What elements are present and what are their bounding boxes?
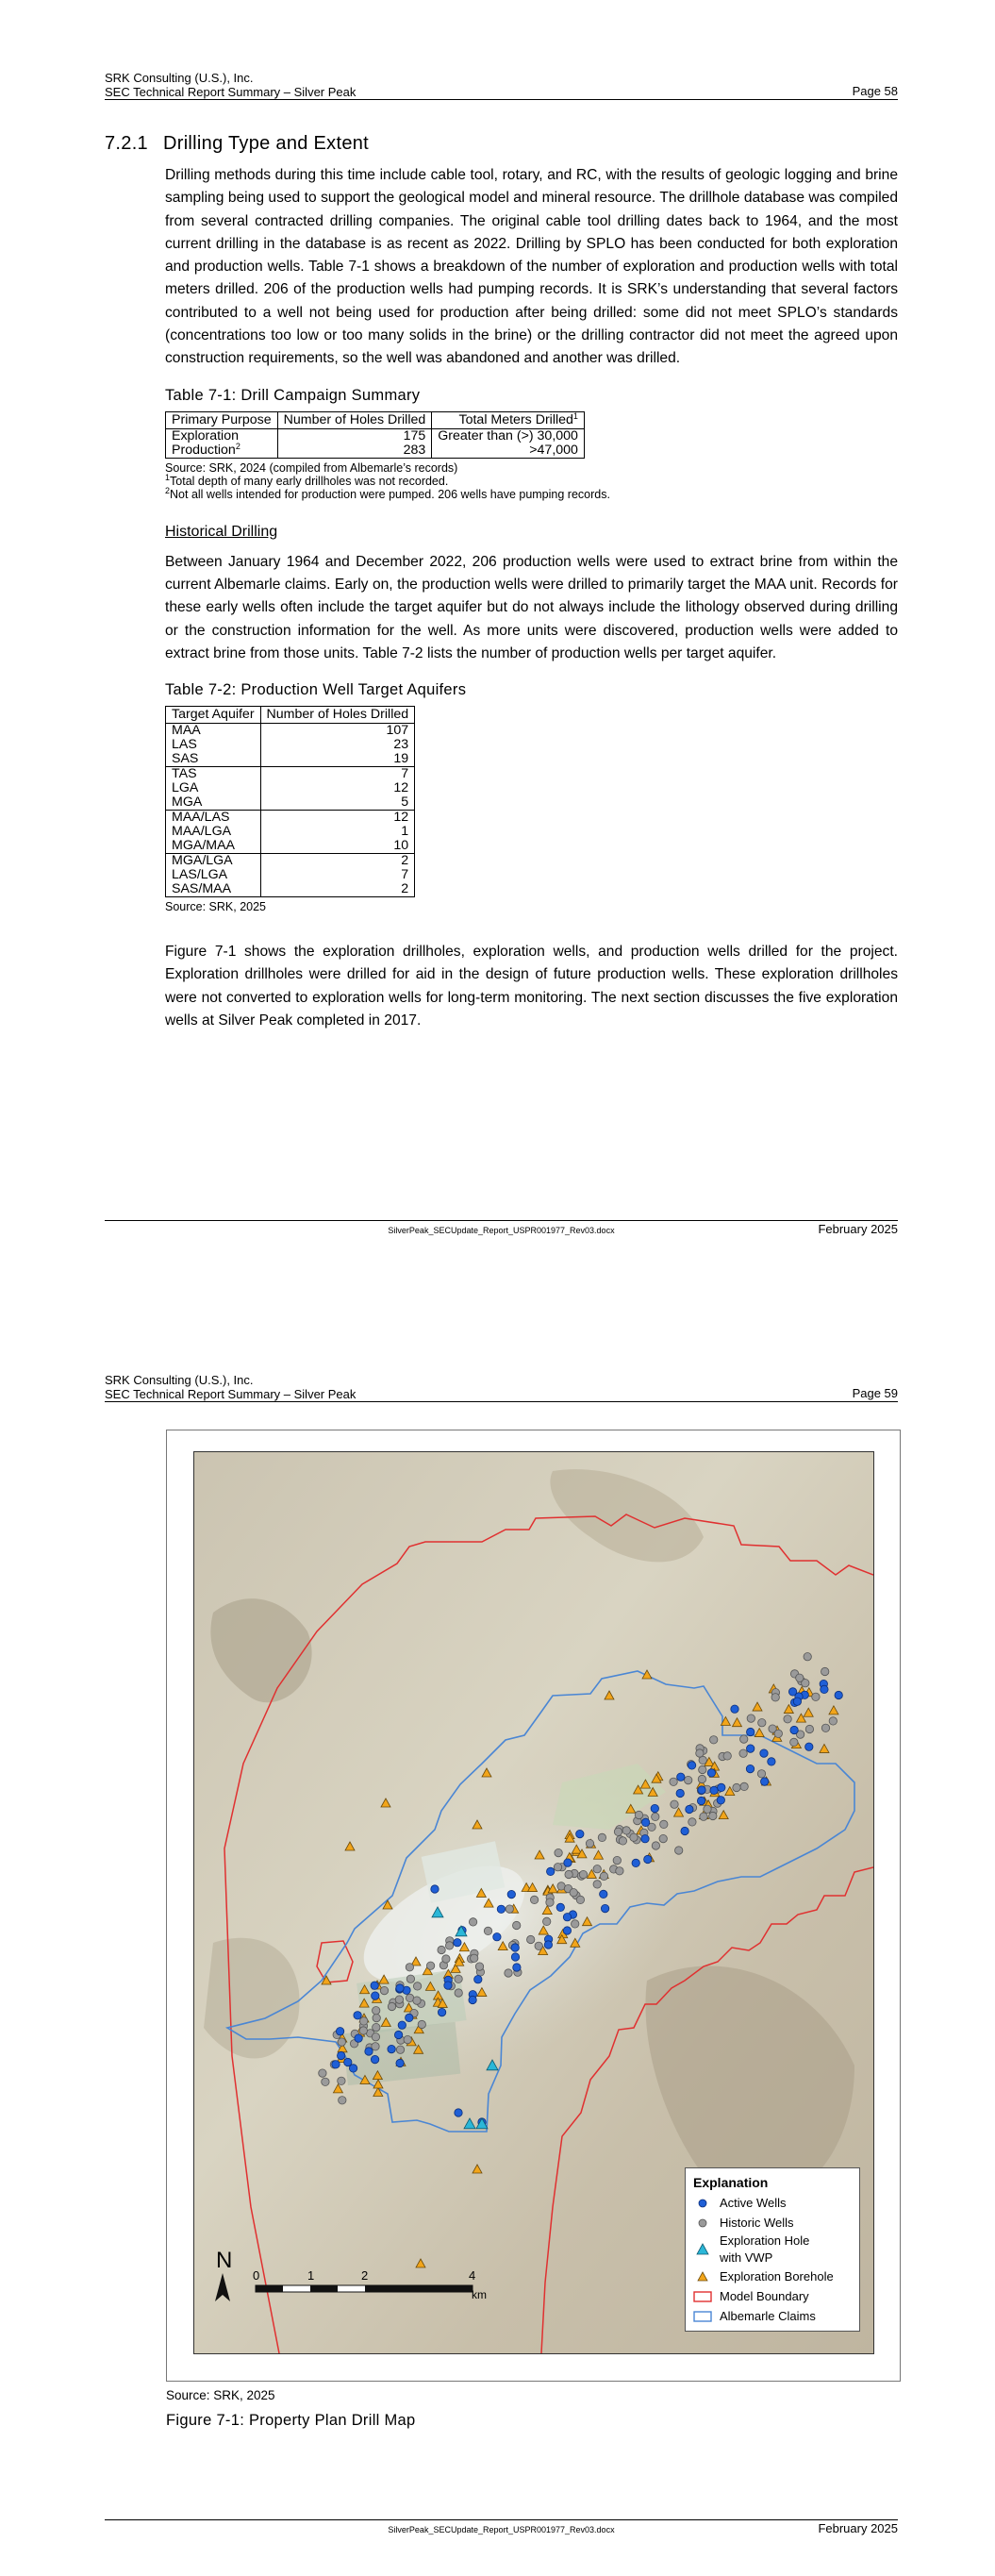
footer-filename: SilverPeak_SECUpdate_Report_USPR001977_Rev03.docx [388,1226,615,1235]
historic-well-marker [598,1833,605,1841]
active-well-marker [697,1797,705,1804]
active-well-marker [790,1726,798,1733]
historic-well-marker [696,1749,704,1757]
historic-well-marker [484,1927,491,1934]
historic-well-marker [812,1693,820,1700]
historic-well-marker [475,1963,483,1970]
historic-well-marker [758,1719,766,1727]
historic-well-marker [821,1667,829,1675]
historic-well-marker [804,1653,811,1661]
historic-well-marker [821,1724,829,1731]
legend-item: Albemarle Claims [693,2306,852,2326]
historic-well-marker [406,1964,413,1971]
active-well-marker [388,2045,395,2052]
active-well-marker [641,1835,649,1843]
active-well-marker [835,1691,842,1698]
active-well-marker [398,2021,406,2029]
active-well-marker [365,2048,373,2055]
active-well-marker [601,1904,608,1912]
legend-item: Exploration Borehole [693,2267,852,2286]
historic-well-marker [616,1867,623,1875]
drill-campaign-table [165,411,585,459]
historic-well-marker [709,1812,717,1819]
active-well-marker [332,2061,340,2068]
historic-well-marker [554,1864,561,1871]
page-footer [105,1220,898,1236]
active-well-marker [707,1769,715,1777]
historic-well-marker [438,1946,445,1953]
historic-well-marker [426,1962,434,1969]
table-7-2-source: Source: SRK, 2025 [165,900,267,914]
header-report-title: SEC Technical Report Summary – Silver Peak [105,85,357,99]
historic-well-marker [600,1872,607,1880]
historic-well-marker [527,1935,535,1943]
header-company: SRK Consulting (U.S.), Inc. [105,1373,254,1387]
historic-well-marker [543,1917,551,1925]
active-well-marker [336,2028,343,2035]
active-well-marker [768,1758,775,1765]
historic-well-marker [670,1778,677,1785]
subheading-historical-drilling: Historical Drilling [165,523,278,540]
table-header: Number of Holes Drilled [260,707,415,724]
table-header: Primary Purpose [166,411,278,428]
historic-well-marker [796,1674,804,1681]
table-row: MAA 107 [166,724,415,739]
legend-item: Exploration Hole with VWP [693,2233,852,2267]
table-row: TAS 7 [166,767,415,782]
table-row: LAS/LGA 7 [166,868,415,882]
paragraph-historical-drilling: Between January 1964 and December 2022, 206 production wells were used to extract brine from within the current Albemarle claims. Early on, the production wells were drilled to primarily target the MAA unit. Records for these early wells often include the target aquifer but do not always include the lithology observed during drilling or the construction information for the well. As more units were discovered, production wells were added to extract brine from those units. Table 7-2 lists the number of production wells per target aquifer. [165,553,898,661]
active-well-marker [805,1743,813,1750]
page-59 [0,1288,995,2576]
claims-boundary-icon [693,2310,712,2323]
historic-well-marker [455,1989,462,1997]
historic-well-marker [698,1775,705,1782]
table-row: LAS 23 [166,738,415,752]
page-footer [105,2519,898,2535]
north-label: N [216,2248,233,2273]
historic-well-marker [388,2002,395,2010]
active-well-marker [651,1804,658,1812]
active-well-marker [372,1992,379,1999]
active-well-marker [396,1984,404,1992]
historic-well-marker [442,1955,450,1963]
active-well-marker [677,1773,685,1781]
historic-well-marker [747,1715,755,1722]
historic-well-marker [675,1847,683,1854]
page-header [105,1373,898,1402]
historic-well-marker [471,1954,478,1962]
table-row: Production$^2$ 283 >47,000 [166,443,585,459]
active-well-marker [511,1953,519,1961]
borehole-icon [693,2270,712,2283]
historic-well-marker [771,1694,779,1701]
active-well-marker [576,1830,584,1837]
historic-well-marker [406,1975,414,1982]
legend-title: Explanation [693,2175,769,2190]
table-row: MAA/LAS 12 [166,811,415,826]
historic-well-marker [546,1899,554,1906]
table-7-2-caption: Table 7-2: Production Well Target Aquifers [165,681,467,699]
historic-well-marker [757,1770,765,1778]
active-well-marker [632,1859,639,1866]
table-row: Exploration 175 Greater than (>) 30,000 [166,428,585,443]
historic-well-marker [593,1881,601,1888]
historic-well-marker [469,1918,476,1926]
historic-well-marker [570,1889,577,1897]
active-well-marker [338,2051,345,2059]
historic-well-marker [360,2017,368,2025]
paragraph-drilling-methods: Drilling methods during this time include cable tool, rotary, and RC, with the results of geologic logging and brine sampling being used to support the geological model and mineral resource. The drillhole database was compiled from several contracted drilling companies. The original cable tool drilling dates back to 1964, and the most current drilling in the database is as recent as 2022. Drilling by SPLO has been conducted for both exploration and production wells. Table 7-1 shows a breakdown of the number of exploration and production wells with total meters drilled. 206 of the production wells had pumping records. It is SRK’s understanding that several factors contributed to a well not being used for production after being drilled: some did not meet SPLO’s standards (concentrations too low or too many solids in the brine) or the drilling contractor did not meet the agreed upon construction requirements, so the well was abandoned and another was drilled. [165,167,898,367]
section-heading [105,133,369,155]
historic-well-marker [505,1969,512,1977]
legend-item: Active Wells [693,2193,852,2213]
table-row: MGA/LGA 2 [166,854,415,869]
historic-well-marker [586,1840,593,1848]
table-row: MGA/MAA 10 [166,839,415,854]
historic-well-marker [413,1997,421,2004]
historic-well-marker [740,1782,748,1790]
production-well-aquifer-table [165,706,415,897]
active-well-marker [641,1818,649,1826]
historic-well-marker [614,1828,622,1835]
active-well-marker [497,1905,505,1913]
table-header: Total Meters Drilled$^1$ [432,411,585,428]
historic-well-marker [380,1986,388,1994]
legend-item: Model Boundary [693,2286,852,2306]
figure-frame [166,1430,901,2382]
historic-well-marker [710,1736,718,1744]
historic-well-marker [671,1800,678,1808]
active-well-marker [731,1705,738,1713]
page-header [105,71,898,100]
active-well-marker [547,1867,555,1875]
historic-well-marker [530,1896,538,1903]
map-legend [685,2167,860,2332]
footer-filename: SilverPeak_SECUpdate_Report_USPR001977_Rev03.docx [388,2525,615,2534]
header-report-title: SEC Technical Report Summary – Silver Peak [105,1387,357,1401]
table-row: SAS 19 [166,752,415,767]
historic-well-marker [704,1805,711,1813]
historic-well-marker [445,1942,453,1949]
historic-well-marker [372,2043,379,2050]
historic-well-marker [455,1975,462,1982]
paragraph-figure-reference: Figure 7-1 shows the exploration drillholes, exploration wells, and production wells drilled for the project. Exploration drillholes were drilled for aid in the design of future production wells. These exploration drillholes were not converted to exploration wells for long-term monitoring. The next section discusses the five exploration wells at Silver Peak completed in 2017. [165,944,898,1029]
active-well-marker [444,1982,452,1989]
active-well-marker [406,2014,413,2021]
historic-well-marker [593,1865,601,1873]
active-well-marker [544,1941,552,1949]
historic-well-marker [790,1738,798,1746]
section-number: 7.2.1 [105,133,148,154]
active-well-marker [698,1786,705,1794]
historic-well-marker [652,1813,659,1820]
active-well-marker [431,1885,439,1893]
property-drill-map [193,1451,874,2354]
footer-date: February 2025 [818,1222,898,1236]
active-well-marker [760,1749,768,1757]
scale-label: 0 [253,2268,260,2283]
historic-well-marker [685,1776,692,1783]
table-header: Number of Holes Drilled [277,411,432,428]
section-title: Drilling Type and Extent [162,133,370,154]
historic-well-marker [319,2069,326,2077]
historic-well-marker [635,1811,642,1818]
table-7-1-note: $^1$Total depth of many early drillholes was not recorded. [165,472,449,488]
active-well-marker [455,2109,462,2116]
scale-unit: km [472,2288,487,2301]
historic-well-marker [613,1856,621,1864]
historic-well-marker [338,2077,345,2084]
active-well-marker [469,1996,476,2003]
active-well-marker [396,2059,404,2066]
historic-well-marker [660,1820,668,1828]
historic-well-marker [513,1921,521,1929]
header-company: SRK Consulting (U.S.), Inc. [105,71,254,85]
active-well-marker [556,1903,564,1911]
historic-well-marker [619,1837,626,1845]
page-number: Page 59 [852,1386,898,1400]
historic-well-marker [418,2020,425,2028]
table-row: MAA/LGA 1 [166,825,415,839]
active-well-marker [355,2034,362,2042]
active-well-marker [454,1939,461,1947]
scale-label: 4 [469,2268,476,2283]
table-7-1-source: Source: SRK, 2024 (compiled from Albemarle’s records) [165,460,458,475]
footer-date: February 2025 [818,2521,898,2535]
body-text [165,164,898,1032]
historic-well-marker [338,2038,345,2046]
historic-well-marker [829,1717,837,1725]
historic-well-marker [555,1848,562,1856]
historic-well-marker [659,1834,667,1842]
active-well-marker [717,1797,724,1804]
figure-source: Source: SRK, 2025 [166,2388,275,2402]
active-well-marker [354,2012,361,2019]
historic-well-marker [576,1896,584,1903]
historic-well-marker [699,1765,706,1773]
historic-well-marker [372,2033,379,2041]
active-well-marker [371,1982,378,1989]
historic-well-marker [413,1982,421,1990]
active-well-marker [371,2055,378,2063]
figure-7-1-caption: Figure 7-1: Property Plan Drill Map [166,2412,416,2429]
historic-well-marker [373,2007,380,2015]
historic-well-marker [784,1715,791,1723]
table-row: MGA 5 [166,795,415,811]
historic-well-marker [322,2078,329,2085]
legend-item: Historic Wells [693,2213,852,2233]
historic-well-marker [733,1783,740,1791]
active-well-marker [563,1914,571,1921]
historic-well-marker [572,1920,579,1928]
active-well-marker [793,1698,801,1705]
active-well-marker [394,2031,402,2038]
active-well-marker [747,1745,755,1752]
table-row: SAS/MAA 2 [166,882,415,897]
table-7-1-note: $^2$Not all wells intended for production were pumped. 206 wells have pumping records. [165,485,610,501]
historic-well-marker [700,1813,707,1820]
model-boundary-icon [693,2290,712,2303]
active-well-marker [563,1927,571,1934]
historic-well-marker [535,1942,542,1949]
active-well-marker [676,1789,684,1797]
active-well-marker [493,1933,501,1941]
active-well-marker [718,1783,725,1791]
historic-well-marker [396,2046,404,2053]
historic-well-marker [506,1905,513,1913]
historic-well-marker [740,1735,748,1743]
historic-well-marker [723,1752,731,1760]
historic-well-marker [565,1870,572,1878]
table-7-1-caption: Table 7-1: Drill Campaign Summary [165,386,421,404]
active-well-marker [746,1765,754,1772]
active-well-marker [681,1827,688,1834]
historic-well-marker [579,1870,587,1878]
vwp-hole-icon [693,2242,712,2255]
active-well-marker [507,1890,515,1898]
historic-well-marker [774,1730,782,1737]
historic-well-marker [739,1749,747,1757]
active-well-marker [710,1786,718,1794]
active-well-marker [821,1685,828,1693]
historic-well-marker [652,1842,659,1849]
active-well-marker [564,1859,572,1866]
scale-label: 2 [361,2268,369,2283]
active-well-marker [761,1778,769,1785]
active-well-marker [688,1762,695,1769]
active-well-marker [600,1890,607,1898]
historic-well-marker [630,1833,638,1841]
historic-well-marker [373,2023,380,2031]
historic-well-marker [359,2027,367,2034]
active-well-marker [644,1855,652,1863]
active-well-marker [474,1976,482,1983]
table-header: Target Aquifer [166,707,261,724]
active-well-marker [747,1728,755,1735]
historic-well-marker [805,1725,813,1732]
historic-well-marker [339,2097,346,2104]
active-well-marker [513,1964,521,1971]
scale-label: 1 [307,2268,315,2283]
active-well-marker [438,2008,445,2016]
active-well-marker [349,2065,357,2072]
historic-well-marker [373,2014,380,2021]
historic-well-marker [404,2035,411,2043]
page-number: Page 58 [852,84,898,98]
historic-well-icon [693,2216,712,2230]
historic-well-marker [622,1827,630,1834]
active-well-marker [686,1805,693,1813]
historic-well-marker [395,1996,403,2003]
active-well-marker [511,1944,519,1951]
table-row: LGA 12 [166,781,415,795]
active-well-icon [693,2197,712,2210]
historic-well-marker [688,1818,696,1826]
